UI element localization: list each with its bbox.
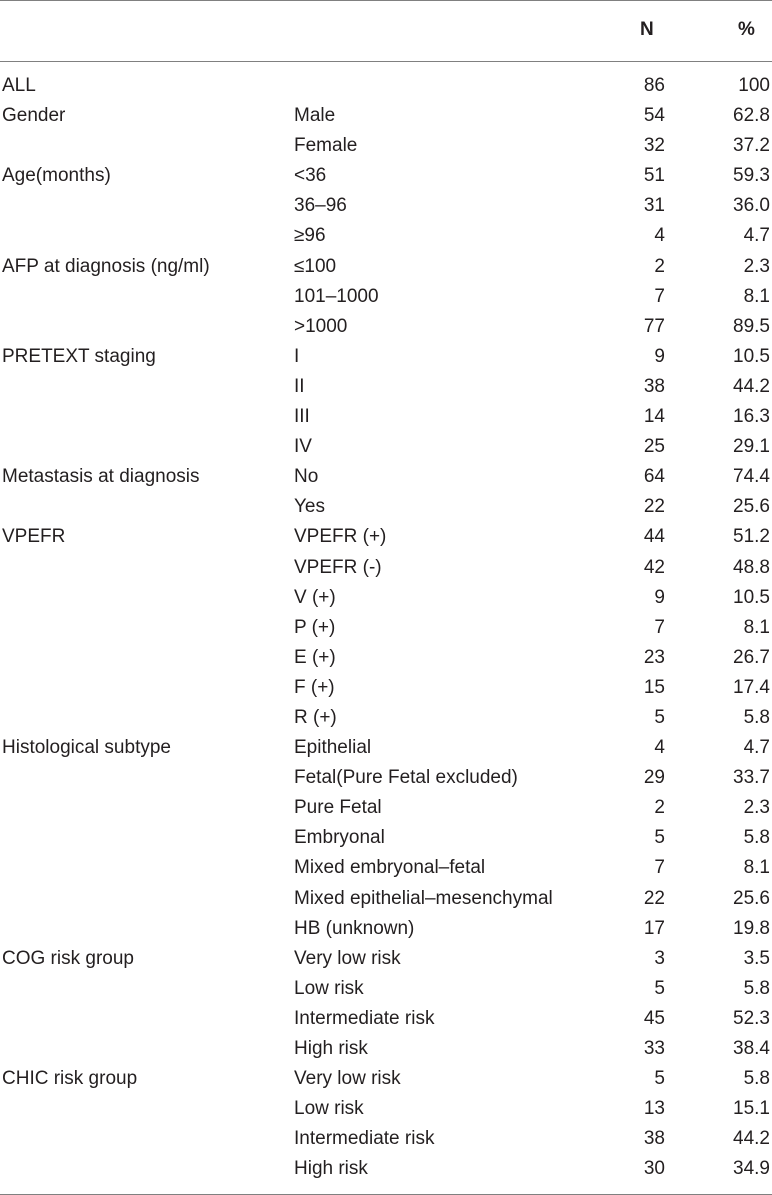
table-row xyxy=(0,1004,772,1034)
table-row xyxy=(0,101,772,131)
table-row xyxy=(0,71,772,101)
table-row xyxy=(0,131,772,161)
row-percent-value: 17.4 xyxy=(733,676,770,698)
row-subgroup-label: III xyxy=(294,406,310,428)
row-percent-value: 8.1 xyxy=(743,857,770,879)
table-row xyxy=(0,1124,772,1154)
row-percent-value: 37.2 xyxy=(733,135,770,157)
row-group-label: VPEFR xyxy=(2,526,66,548)
row-n-value: 7 xyxy=(654,285,665,307)
row-n-value: 5 xyxy=(654,827,665,849)
row-n-value: 25 xyxy=(643,436,665,458)
row-subgroup-label: HB (unknown) xyxy=(294,917,415,939)
row-percent-value: 26.7 xyxy=(733,646,770,668)
row-subgroup-label: P (+) xyxy=(294,616,336,638)
row-percent-value: 51.2 xyxy=(733,526,770,548)
row-n-value: 31 xyxy=(643,195,665,217)
row-n-value: 5 xyxy=(654,706,665,728)
row-percent-value: 25.6 xyxy=(733,887,770,909)
table-row xyxy=(0,402,772,432)
row-n-value: 15 xyxy=(643,676,665,698)
row-n-value: 38 xyxy=(643,375,665,397)
row-subgroup-label: Embryonal xyxy=(294,827,385,849)
row-subgroup-label: Pure Fetal xyxy=(294,797,382,819)
table-row xyxy=(0,312,772,342)
row-percent-value: 25.6 xyxy=(733,496,770,518)
row-subgroup-label: Mixed embryonal–fetal xyxy=(294,857,486,879)
table-row xyxy=(0,944,772,974)
row-n-value: 86 xyxy=(643,75,665,96)
row-subgroup-label: V (+) xyxy=(294,586,336,608)
table-row xyxy=(0,553,772,583)
row-percent-value: 5.8 xyxy=(743,1068,770,1090)
row-n-value: 9 xyxy=(654,586,665,608)
row-n-value: 4 xyxy=(654,737,665,759)
table-row xyxy=(0,1064,772,1094)
row-subgroup-label: Male xyxy=(294,105,336,127)
row-percent-value: 19.8 xyxy=(733,917,770,939)
row-percent-value: 5.8 xyxy=(743,827,770,849)
row-subgroup-label: No xyxy=(294,466,319,488)
row-n-value: 29 xyxy=(643,767,665,789)
row-n-value: 32 xyxy=(643,135,665,157)
row-n-value: 77 xyxy=(643,315,665,337)
row-percent-value: 36.0 xyxy=(733,195,770,217)
row-percent-value: 62.8 xyxy=(733,105,770,127)
row-percent-value: 8.1 xyxy=(743,616,770,638)
row-percent-value: 38.4 xyxy=(733,1038,770,1059)
row-group-label: ALL xyxy=(2,75,36,96)
row-subgroup-label: <36 xyxy=(294,165,327,187)
table-row xyxy=(0,191,772,221)
table-row xyxy=(0,853,772,883)
row-subgroup-label: >1000 xyxy=(294,315,348,337)
row-n-value: 13 xyxy=(643,1098,665,1120)
table-row xyxy=(0,221,772,251)
table-row xyxy=(0,1034,772,1064)
table-row xyxy=(0,161,772,191)
table-row xyxy=(0,252,772,282)
table-row xyxy=(0,613,772,643)
row-n-value: 44 xyxy=(643,526,665,548)
row-group-label: Gender xyxy=(2,105,66,127)
row-n-value: 2 xyxy=(654,797,665,819)
table-row xyxy=(0,763,772,793)
row-subgroup-label: I xyxy=(294,345,300,367)
table-row xyxy=(0,884,772,914)
table-row xyxy=(0,462,772,492)
table-row xyxy=(0,1094,772,1124)
table-row xyxy=(0,372,772,402)
table-row xyxy=(0,342,772,372)
row-subgroup-label: Intermediate risk xyxy=(294,1007,435,1029)
row-n-value: 54 xyxy=(643,105,665,127)
row-percent-value: 100 xyxy=(738,75,770,96)
row-n-value: 9 xyxy=(654,345,665,367)
row-percent-value: 5.8 xyxy=(743,706,770,728)
table-body xyxy=(0,62,772,1184)
row-n-value: 23 xyxy=(643,646,665,668)
row-group-label: CHIC risk group xyxy=(2,1068,138,1090)
table-row xyxy=(0,522,772,552)
row-subgroup-label: High risk xyxy=(294,1038,368,1059)
header-n: N xyxy=(640,19,654,40)
row-percent-value: 15.1 xyxy=(733,1098,770,1120)
row-subgroup-label: Fetal(Pure Fetal excluded) xyxy=(294,767,518,789)
row-subgroup-label: 101–1000 xyxy=(294,285,379,307)
row-subgroup-label: Intermediate risk xyxy=(294,1128,435,1150)
table-row xyxy=(0,432,772,462)
row-subgroup-label: Epithelial xyxy=(294,737,372,759)
row-percent-value: 16.3 xyxy=(733,406,770,428)
row-subgroup-label: Very low risk xyxy=(294,1068,401,1090)
row-n-value: 42 xyxy=(643,556,665,578)
row-subgroup-label: Mixed epithelial–mesenchymal xyxy=(294,887,553,909)
row-subgroup-label: IV xyxy=(294,436,312,458)
row-n-value: 7 xyxy=(654,616,665,638)
row-subgroup-label: VPEFR (-) xyxy=(294,556,382,578)
table-header xyxy=(0,1,772,61)
table-row xyxy=(0,703,772,733)
row-subgroup-label: 36–96 xyxy=(294,195,347,217)
row-percent-value: 33.7 xyxy=(733,767,770,789)
row-subgroup-label: ≤100 xyxy=(294,255,337,277)
row-group-label: COG risk group xyxy=(2,947,134,969)
row-subgroup-label: VPEFR (+) xyxy=(294,526,387,548)
row-percent-value: 29.1 xyxy=(733,436,770,458)
table-row xyxy=(0,583,772,613)
row-n-value: 5 xyxy=(654,1068,665,1090)
row-percent-value: 34.9 xyxy=(733,1158,770,1180)
row-percent-value: 44.2 xyxy=(733,375,770,397)
table-row xyxy=(0,974,772,1004)
header-percent: % xyxy=(738,19,755,40)
row-group-label: AFP at diagnosis (ng/ml) xyxy=(2,255,210,277)
row-subgroup-label: R (+) xyxy=(294,706,337,728)
row-percent-value: 44.2 xyxy=(733,1128,770,1150)
row-n-value: 51 xyxy=(643,165,665,187)
row-subgroup-label: Low risk xyxy=(294,1098,364,1120)
row-group-label: Histological subtype xyxy=(2,737,171,759)
row-group-label: Age(months) xyxy=(2,165,111,187)
row-n-value: 3 xyxy=(654,947,665,969)
row-percent-value: 10.5 xyxy=(733,586,770,608)
row-subgroup-label: Very low risk xyxy=(294,947,401,969)
row-subgroup-label: E (+) xyxy=(294,646,336,668)
row-percent-value: 74.4 xyxy=(733,466,770,488)
row-subgroup-label: Yes xyxy=(294,496,325,518)
row-n-value: 14 xyxy=(643,406,665,428)
row-subgroup-label: High risk xyxy=(294,1158,368,1180)
table-row xyxy=(0,914,772,944)
table-row xyxy=(0,793,772,823)
row-subgroup-label: Low risk xyxy=(294,977,364,999)
row-n-value: 64 xyxy=(643,466,665,488)
row-n-value: 5 xyxy=(654,977,665,999)
row-n-value: 30 xyxy=(643,1158,665,1180)
table-row xyxy=(0,492,772,522)
row-percent-value: 10.5 xyxy=(733,345,770,367)
row-n-value: 4 xyxy=(654,225,665,247)
row-percent-value: 8.1 xyxy=(743,285,770,307)
table-row xyxy=(0,673,772,703)
table-row xyxy=(0,733,772,763)
row-percent-value: 48.8 xyxy=(733,556,770,578)
row-n-value: 22 xyxy=(643,887,665,909)
row-subgroup-label: F (+) xyxy=(294,676,335,698)
row-subgroup-label: ≥96 xyxy=(294,225,326,247)
table-row xyxy=(0,643,772,673)
row-n-value: 38 xyxy=(643,1128,665,1150)
row-subgroup-label: II xyxy=(294,375,305,397)
table-row xyxy=(0,1154,772,1184)
row-n-value: 45 xyxy=(643,1007,665,1029)
row-percent-value: 52.3 xyxy=(733,1007,770,1029)
row-percent-value: 2.3 xyxy=(743,255,770,277)
row-percent-value: 2.3 xyxy=(743,797,770,819)
table-row xyxy=(0,823,772,853)
row-n-value: 7 xyxy=(654,857,665,879)
row-group-label: Metastasis at diagnosis xyxy=(2,466,200,488)
row-percent-value: 4.7 xyxy=(743,225,770,247)
row-subgroup-label: Female xyxy=(294,135,358,157)
row-n-value: 22 xyxy=(643,496,665,518)
row-n-value: 2 xyxy=(654,255,665,277)
row-percent-value: 59.3 xyxy=(733,165,770,187)
row-percent-value: 89.5 xyxy=(733,315,770,337)
row-percent-value: 5.8 xyxy=(743,977,770,999)
row-n-value: 33 xyxy=(643,1038,665,1059)
row-percent-value: 3.5 xyxy=(743,947,770,969)
row-group-label: PRETEXT staging xyxy=(2,345,156,367)
table-row xyxy=(0,282,772,312)
row-n-value: 17 xyxy=(643,917,665,939)
row-percent-value: 4.7 xyxy=(743,737,770,759)
